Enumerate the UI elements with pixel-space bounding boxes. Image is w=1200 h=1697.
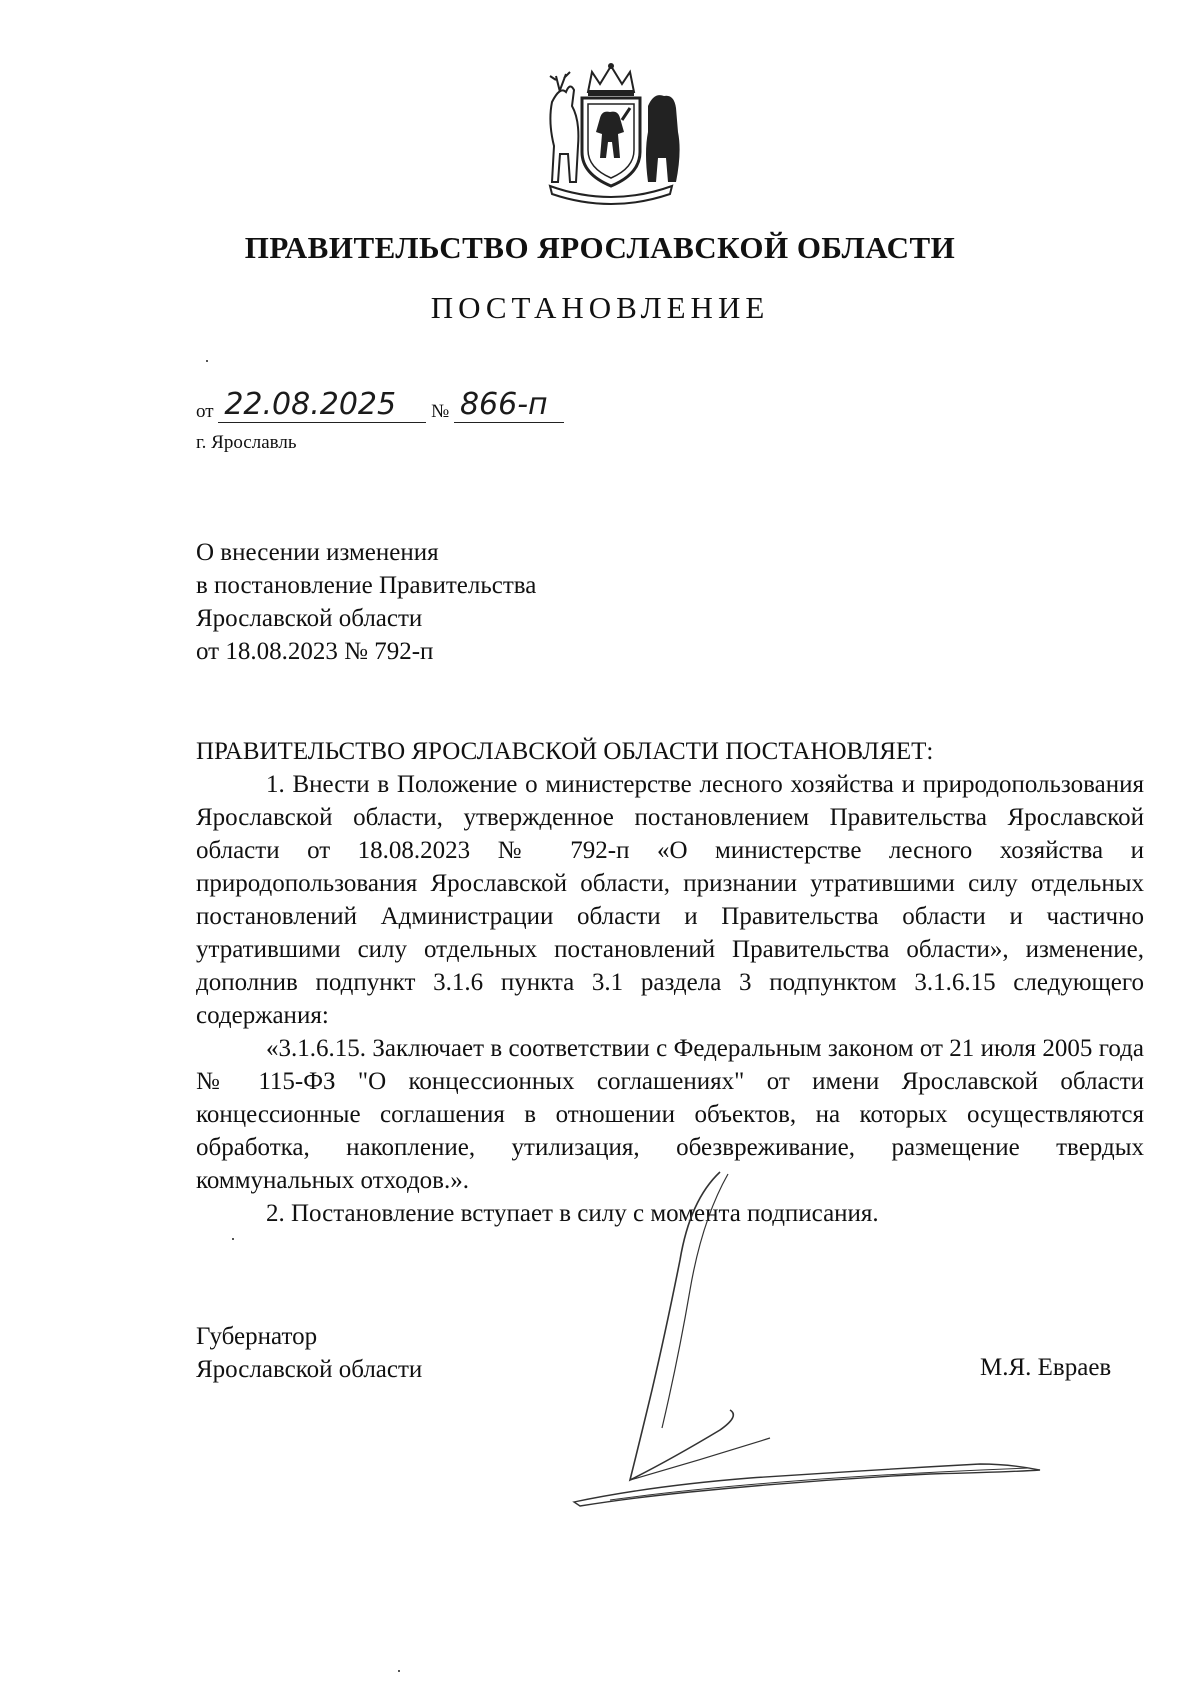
scan-speck [232, 1238, 234, 1240]
coat-of-arms-icon [530, 62, 692, 208]
registration-line [196, 388, 564, 428]
handwritten-number: 866-п [454, 388, 564, 423]
number-prefix: № [431, 401, 450, 422]
government-title: ПРАВИТЕЛЬСТВО ЯРОСЛАВСКОЙ ОБЛАСТИ [244, 230, 956, 265]
signer-name: М.Я. Евраев [980, 1354, 1112, 1381]
signer-position [196, 1320, 422, 1386]
handwritten-date: 22.08.2025 [218, 388, 426, 423]
resolution-lead: ПРАВИТЕЛЬСТВО ЯРОСЛАВСКОЙ ОБЛАСТИ ПОСТАНОВЛЯЕТ: [196, 738, 934, 765]
position-line: Губернатор [196, 1323, 318, 1350]
scan-speck [206, 360, 208, 362]
subject-block [196, 536, 536, 668]
subject-line: О внесении изменения [196, 539, 439, 566]
position-line: Ярославской области [196, 1356, 423, 1383]
date-prefix: от [196, 401, 214, 422]
paragraph-quote: «3.1.6.15. Заключает в соответствии с Федеральным законом от 21 июля 2005 года № 115-ФЗ "О концессионных соглашениях" от имени Ярославской области концессионные соглашения в отношении объектов, на которых осуществляются обработка, накопление, утилизация, обезвреживание, размещение твердых коммунальных отходов.». [196, 1035, 1144, 1194]
paragraph-2: 2. Постановление вступает в силу с момента подписания. [266, 1200, 879, 1227]
subject-line: от 18.08.2023 № 792-п [196, 638, 434, 665]
paragraph-1: 1. Внести в Положение о министерстве лесного хозяйства и природопользования Ярославской области, утвержденное постановлением Правительства Ярославской области от 18.08.2023 № 792-п «О министерстве лесного хозяйства и природопользования Ярославской области, признании утратившими силу отдельных постановлений Администрации области и Правительства области и частично утратившими силу отдельных постановлений Правительства области», изменение, дополнив подпункт 3.1.6 пункта 3.1 раздела 3 подпунктом 3.1.6.15 следующего содержания: [196, 771, 1144, 1029]
subject-line: Ярославской области [196, 605, 423, 632]
city-label: г. Ярославль [196, 432, 297, 453]
signature-icon [570, 1160, 1070, 1520]
resolution-body [196, 735, 1144, 1230]
document-type: ПОСТАНОВЛЕНИЕ [430, 290, 770, 325]
scan-speck [398, 1670, 400, 1672]
subject-line: в постановление Правительства [196, 572, 537, 599]
